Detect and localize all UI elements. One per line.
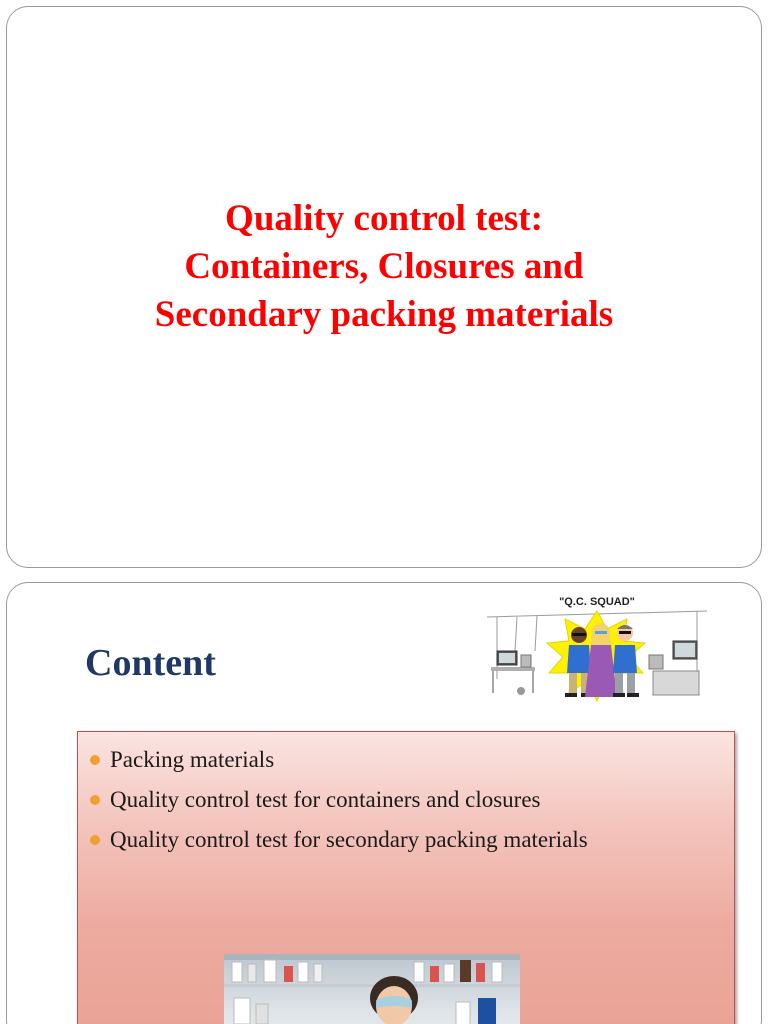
list-item-text: Quality control test for secondary packing materials xyxy=(110,827,588,852)
title-line-3: Secondary packing materials xyxy=(154,294,614,335)
desk-computer-left-icon xyxy=(491,651,535,695)
bullet-icon xyxy=(90,795,100,805)
slide-title xyxy=(7,195,761,339)
bullet-icon xyxy=(90,755,100,765)
title-slide xyxy=(6,6,762,568)
qc-squad-illustration xyxy=(477,589,717,714)
lab-photo xyxy=(224,954,520,1024)
title-line-1: Quality control test: xyxy=(225,198,543,239)
list-item-text: Packing materials xyxy=(110,747,275,772)
list-item xyxy=(88,820,734,860)
content-slide xyxy=(6,582,762,1024)
content-list xyxy=(78,732,734,860)
list-item-text: Quality control test for containers and closures xyxy=(110,787,541,812)
lab-scene-icon xyxy=(224,954,520,1024)
desk-computer-right-icon xyxy=(649,641,699,695)
title-line-2: Containers, Closures and xyxy=(184,246,584,287)
cartoon-figures-icon xyxy=(565,623,639,697)
content-box xyxy=(77,731,735,1024)
content-heading: Content xyxy=(85,642,216,684)
list-item xyxy=(88,780,734,820)
list-item xyxy=(88,740,734,780)
bullet-icon xyxy=(90,835,100,845)
illustration-caption: "Q.C. SQUAD" xyxy=(559,596,635,608)
